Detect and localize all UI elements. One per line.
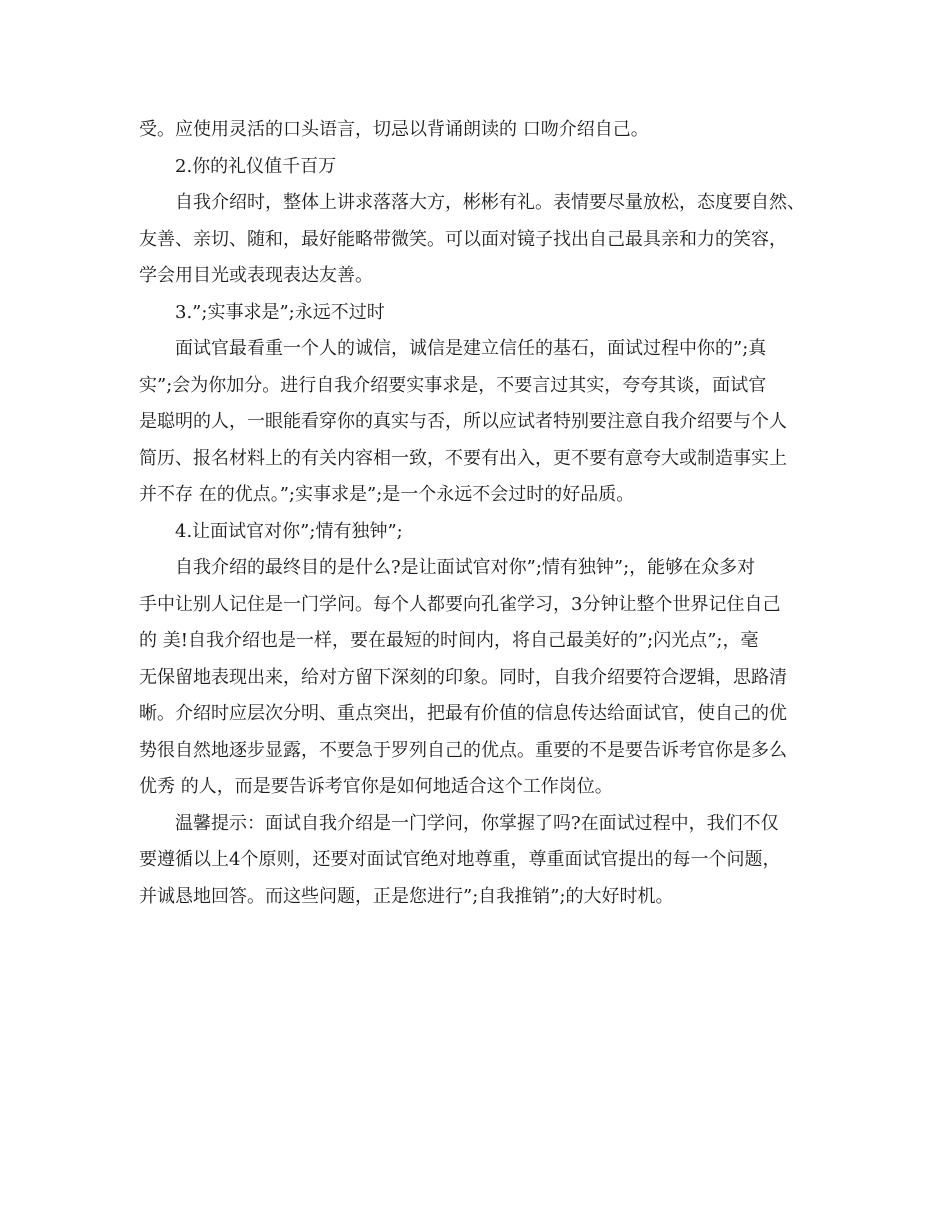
section-heading: 2.你的礼仪值千百万 — [175, 155, 337, 177]
text-line: 要遵循以上4个原则，还要对面试官绝对地尊重，尊重面试官提出的每一个问题， — [139, 849, 781, 870]
text-line: 简历、报名材料上的有关内容相一致，不要有出入，更不要有意夸大或制造事实上 — [139, 447, 787, 469]
text-line: 无保留地表现出来，给对方留下深刻的印象。同时，自我介绍要符合逻辑，思路清 — [139, 666, 787, 688]
section-heading: 3.”;实事求是”;永远不过时 — [175, 301, 385, 323]
text-line: 并不存 在的优点。”;实事求是”;是一个永远不会过时的好品质。 — [139, 484, 635, 505]
text-line: 学会用目光或表现表达友善。 — [139, 265, 373, 286]
text-line: 手中让别人记住是一门学问。每个人都要向孔雀学习，3分钟让整个世界记住自己 — [139, 593, 781, 615]
text-line: 是聪明的人，一眼能看穿你的真实与否，所以应试者特别要注意自我介绍要与个人 — [139, 411, 787, 432]
text-line: 势很自然地逐步显露，不要急于罗列自己的优点。重要的不是要告诉考官你是多么 — [139, 739, 787, 761]
text-line: 受。应使用灵活的口头语言，切忌以背诵朗读的 口吻介绍自己。 — [139, 119, 649, 140]
text-line: 自我介绍的最终目的是什么?是让面试官对你”;情有独钟”;，能够在众多对 — [175, 557, 756, 578]
text-line: 并诚恳地回答。而这些问题，正是您进行”;自我推销”;的大好时机。 — [139, 885, 674, 907]
text-line: 友善、亲切、随和，最好能略带微笑。可以面对镜子找出自己最具亲和力的笑容， — [139, 228, 787, 250]
document-body — [139, 112, 829, 915]
text-line: 自我介绍时，整体上讲求落落大方，彬彬有礼。表情要尽量放松，态度要自然、 — [175, 192, 805, 213]
text-line: 实”;会为你加分。进行自我介绍要实事求是，不要言过其实，夸夸其谈，面试官 — [139, 374, 767, 396]
text-line: 的 美!自我介绍也是一样，要在最短的时间内，将自己最美好的”;闪光点”;，毫 — [139, 630, 759, 651]
text-line: 面试官最看重一个人的诚信，诚信是建立信任的基石，面试过程中你的”;真 — [175, 338, 767, 359]
text-line: 晰。介绍时应层次分明、重点突出，把最有价值的信息传达给面试官，使自己的优 — [139, 703, 787, 724]
tip-line: 温馨提示：面试自我介绍是一门学问，你掌握了吗?在面试过程中，我们不仅 — [175, 812, 779, 834]
section-heading: 4.让面试官对你”;情有独钟”; — [175, 520, 403, 542]
text-line: 优秀 的人，而是要告诉考官你是如何地适合这个工作岗位。 — [139, 776, 613, 797]
